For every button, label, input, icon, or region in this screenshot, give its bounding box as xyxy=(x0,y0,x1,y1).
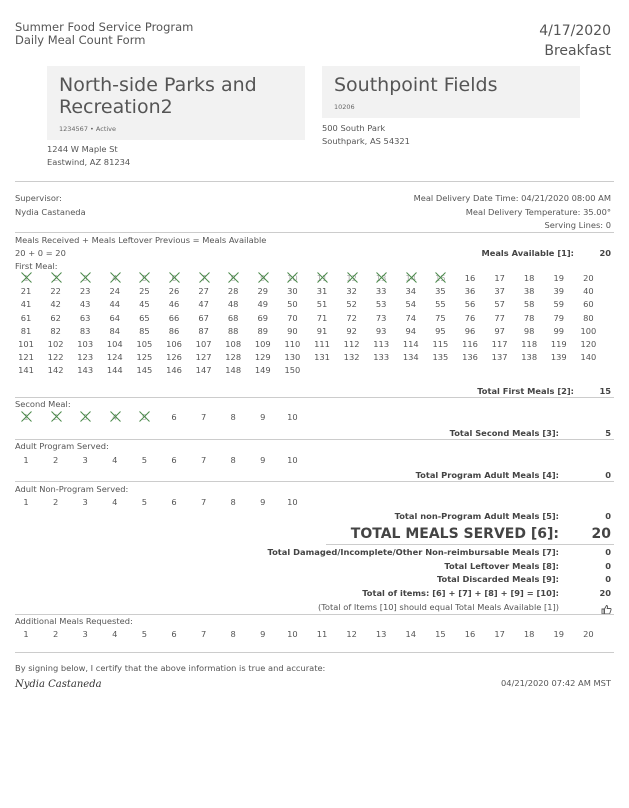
meal-count-cell[interactable]: 120 xyxy=(580,339,597,349)
x-mark-icon xyxy=(397,273,425,287)
meal-count-cell[interactable]: 1 xyxy=(23,497,29,507)
x-mark-icon xyxy=(160,273,188,287)
certify-text: By signing below, I certify that the above information is true and accurate: xyxy=(15,663,326,673)
additional-meals-label: Additional Meals Requested: xyxy=(15,616,133,626)
total-items-value: 20 xyxy=(599,588,611,598)
x-mark-icon xyxy=(71,273,99,287)
divider xyxy=(15,614,614,615)
meal-count-cell[interactable]: 50 xyxy=(287,299,298,310)
meal-count-cell[interactable]: 95 xyxy=(435,325,446,336)
meal-count-cell[interactable]: 117 xyxy=(491,339,508,349)
meal-count-cell[interactable]: 72 xyxy=(346,312,357,323)
meal-count-cell[interactable]: 22 xyxy=(50,286,61,297)
meal-count-cell[interactable]: 7 xyxy=(200,497,207,507)
meal-count-cell[interactable]: 2 xyxy=(52,497,59,507)
meal-count-cell[interactable]: 128 xyxy=(225,352,242,363)
meal-count-cell[interactable]: 135 xyxy=(432,352,449,363)
meal-count-cell[interactable]: 138 xyxy=(521,352,538,363)
total-second-meals-value: 5 xyxy=(605,428,611,438)
meal-count-cell[interactable]: 21 xyxy=(20,286,32,297)
meal-count-cell[interactable]: 86 xyxy=(168,325,180,336)
meal-count-cell[interactable]: 48 xyxy=(227,299,239,310)
meal-count-cell[interactable]: 73 xyxy=(375,312,387,323)
x-mark-icon xyxy=(130,273,158,287)
meal-count-cell[interactable]: 130 xyxy=(284,352,301,363)
meal-count-cell[interactable]: 56 xyxy=(464,299,476,310)
meal-count-cell[interactable]: 7 xyxy=(200,412,207,422)
x-mark-icon xyxy=(308,273,336,287)
meal-count-cell[interactable]: 79 xyxy=(553,312,565,323)
meal-count-cell[interactable]: 8 xyxy=(230,629,236,639)
meal-count-cell[interactable]: 102 xyxy=(47,339,64,349)
meal-count-cell[interactable]: 143 xyxy=(77,365,94,376)
meal-count-cell[interactable]: 9 xyxy=(260,455,266,465)
x-mark-icon xyxy=(249,273,277,287)
meal-count-cell[interactable]: 1 xyxy=(23,629,29,639)
x-mark-icon xyxy=(367,273,395,287)
x-mark-icon xyxy=(338,273,366,287)
meal-count-cell[interactable]: 40 xyxy=(583,286,594,297)
x-mark-icon xyxy=(42,412,70,426)
meal-count-cell[interactable]: 134 xyxy=(402,352,419,363)
x-mark-icon xyxy=(278,273,306,287)
meal-count-cell[interactable]: 30 xyxy=(287,286,298,297)
meal-count-cell[interactable]: 92 xyxy=(346,325,357,336)
meal-count-cell[interactable]: 9 xyxy=(260,412,266,422)
meal-count-cell[interactable]: 29 xyxy=(257,286,269,297)
meal-count-cell[interactable]: 108 xyxy=(225,339,242,349)
sponsor-id-status: 1234567 • Active xyxy=(59,125,117,133)
meal-count-cell[interactable]: 93 xyxy=(375,325,387,336)
meal-count-cell[interactable]: 18 xyxy=(523,273,535,283)
meal-count-cell[interactable]: 96 xyxy=(464,325,476,336)
sponsor-card xyxy=(47,66,305,140)
meal-count-cell[interactable]: 43 xyxy=(79,299,91,310)
meal-count-cell[interactable]: 68 xyxy=(227,312,239,323)
meal-count-cell[interactable]: 4 xyxy=(112,629,118,639)
meal-count-cell[interactable]: 36 xyxy=(464,286,476,297)
meal-count-cell[interactable]: 5 xyxy=(141,273,148,283)
divider xyxy=(15,652,614,653)
meal-count-cell[interactable]: 113 xyxy=(373,339,390,349)
meal-count-cell[interactable]: 139 xyxy=(550,352,567,363)
meal-count-cell[interactable]: 13 xyxy=(375,629,387,639)
meal-count-cell[interactable]: 84 xyxy=(109,325,121,336)
meal-count-cell[interactable]: 59 xyxy=(553,299,565,310)
meal-count-cell[interactable]: 10 xyxy=(287,455,298,465)
meal-count-cell[interactable]: 101 xyxy=(18,339,34,349)
sponsor-name: North-side Parks and Recreation2 xyxy=(59,74,257,118)
form-title: Daily Meal Count Form xyxy=(15,33,146,47)
available-formula-label: Meals Received + Meals Leftover Previous = Meals Available xyxy=(15,235,267,245)
x-mark-icon xyxy=(219,273,247,287)
x-mark-icon xyxy=(101,273,129,287)
x-mark-icon xyxy=(130,412,158,426)
second-meal-grid xyxy=(23,412,621,425)
meal-count-cell[interactable]: 61 xyxy=(20,312,32,323)
meal-count-cell[interactable]: 4 xyxy=(112,412,118,422)
meal-count-cell[interactable]: 65 xyxy=(139,312,150,323)
meal-count-cell[interactable]: 100 xyxy=(580,325,597,336)
meal-count-cell[interactable]: 25 xyxy=(139,286,150,297)
meal-count-cell[interactable]: 131 xyxy=(314,352,330,363)
sponsor-address-line1: 1244 W Maple St xyxy=(47,144,118,154)
meal-count-cell[interactable]: 81 xyxy=(20,325,32,336)
damaged-meals-label: Total Damaged/Incomplete/Other Non-reimbursable Meals [7]: xyxy=(267,547,559,557)
divider xyxy=(15,181,614,182)
meal-count-cell[interactable]: 1 xyxy=(23,455,29,465)
meal-count-cell[interactable]: 52 xyxy=(346,299,357,310)
meal-count-cell[interactable]: 121 xyxy=(18,352,34,363)
meal-count-cell[interactable]: 47 xyxy=(198,299,209,310)
meal-count-cell[interactable]: 5 xyxy=(141,629,148,639)
meal-count-cell[interactable]: 5 xyxy=(141,412,148,422)
meal-count-cell[interactable]: 125 xyxy=(136,352,153,363)
meal-count-cell[interactable]: 2 xyxy=(52,629,59,639)
meal-count-cell[interactable]: 9 xyxy=(260,273,266,283)
meal-count-cell[interactable]: 3 xyxy=(82,273,88,283)
site-name: Southpoint Fields xyxy=(334,74,498,96)
meal-count-cell[interactable]: 12 xyxy=(346,629,357,639)
meal-count-cell[interactable]: 49 xyxy=(257,299,269,310)
meals-available-label: Meals Available [1]: xyxy=(481,248,574,258)
meal-count-cell[interactable]: 140 xyxy=(580,352,597,363)
meal-count-cell[interactable]: 9 xyxy=(260,629,266,639)
additional-meals-grid xyxy=(23,629,621,642)
supervisor-name: Nydia Castaneda xyxy=(15,207,86,217)
meal-count-cell[interactable]: 105 xyxy=(136,339,153,349)
meal-count-cell[interactable]: 55 xyxy=(435,299,446,310)
delivery-temperature: Meal Delivery Temperature: 35.00° xyxy=(465,207,611,217)
adult-program-grid xyxy=(23,455,621,468)
meal-count-cell[interactable]: 60 xyxy=(583,299,594,310)
meal-count-cell[interactable]: 44 xyxy=(109,299,121,310)
total-meals-served-value: 20 xyxy=(591,526,611,542)
meal-count-cell[interactable]: 88 xyxy=(227,325,239,336)
thumbs-up-icon xyxy=(601,600,612,611)
first-meal-label: First Meal: xyxy=(15,261,58,271)
meal-count-cell[interactable]: 142 xyxy=(47,365,64,376)
meal-count-cell[interactable]: 149 xyxy=(254,365,271,376)
meal-count-cell[interactable]: 8 xyxy=(230,412,236,422)
meal-count-cell[interactable]: 99 xyxy=(553,325,565,336)
divider xyxy=(326,544,614,545)
meal-count-cell[interactable]: 10 xyxy=(287,273,298,283)
meal-count-cell[interactable]: 17 xyxy=(494,273,505,283)
meal-count-cell[interactable]: 97 xyxy=(494,325,505,336)
available-formula-value: 20 + 0 = 20 xyxy=(15,248,66,258)
meal-count-cell[interactable]: 119 xyxy=(550,339,567,349)
meal-count-cell[interactable]: 24 xyxy=(109,286,121,297)
meal-count-cell[interactable]: 14 xyxy=(405,273,417,283)
meal-count-cell[interactable]: 80 xyxy=(583,312,594,323)
meal-count-cell[interactable]: 20 xyxy=(583,273,594,283)
total-items-note: (Total of Items [10] should equal Total Meals Available [1]) xyxy=(318,602,559,612)
meal-count-cell[interactable]: 118 xyxy=(521,339,538,349)
meal-count-cell[interactable]: 70 xyxy=(287,312,298,323)
meal-count-cell[interactable]: 107 xyxy=(195,339,212,349)
total-nonprogram-adult-label: Total non-Program Adult Meals [5]: xyxy=(394,511,559,521)
total-first-meals-value: 15 xyxy=(599,386,611,396)
form-date: 4/17/2020 xyxy=(539,23,611,39)
meal-count-cell[interactable]: 5 xyxy=(141,497,148,507)
meal-count-cell[interactable]: 116 xyxy=(462,339,478,349)
total-nonprogram-adult-value: 0 xyxy=(605,511,611,521)
site-address-line2: Southpark, AS 54321 xyxy=(322,136,410,146)
meal-count-cell[interactable]: 10 xyxy=(287,412,298,422)
meal-count-cell[interactable]: 12 xyxy=(346,273,357,283)
meal-count-cell[interactable]: 6 xyxy=(171,497,177,507)
meal-count-cell[interactable]: 15 xyxy=(435,629,446,639)
meal-count-cell[interactable]: 124 xyxy=(106,352,123,363)
meal-count-cell[interactable]: 17 xyxy=(494,629,505,639)
meal-count-cell[interactable]: 109 xyxy=(254,339,271,349)
meal-count-cell[interactable]: 110 xyxy=(284,339,301,349)
meal-count-cell[interactable]: 27 xyxy=(198,286,209,297)
meal-count-cell[interactable]: 146 xyxy=(166,365,182,376)
meal-count-cell[interactable]: 10 xyxy=(287,629,298,639)
meal-count-cell[interactable]: 5 xyxy=(141,455,148,465)
meal-count-cell[interactable]: 3 xyxy=(82,629,88,639)
meal-count-cell[interactable]: 63 xyxy=(79,312,91,323)
meal-count-cell[interactable]: 3 xyxy=(82,497,88,507)
meal-count-cell[interactable]: 126 xyxy=(166,352,182,363)
meal-count-cell[interactable]: 123 xyxy=(77,352,94,363)
meal-count-cell[interactable]: 20 xyxy=(583,629,594,639)
meal-count-cell[interactable]: 7 xyxy=(200,629,207,639)
x-mark-icon xyxy=(71,412,99,426)
x-mark-icon xyxy=(42,273,70,287)
delivery-datetime: Meal Delivery Date Time: 04/21/2020 08:00 AM xyxy=(413,193,611,203)
meal-count-cell[interactable]: 115 xyxy=(432,339,449,349)
meal-count-cell[interactable]: 3 xyxy=(82,412,88,422)
total-program-adult-label: Total Program Adult Meals [4]: xyxy=(415,470,559,480)
total-second-meals-label: Total Second Meals [3]: xyxy=(449,428,559,438)
meal-count-cell[interactable]: 46 xyxy=(168,299,180,310)
meal-count-cell[interactable]: 94 xyxy=(405,325,417,336)
meals-available-value: 20 xyxy=(599,248,611,258)
meal-count-cell[interactable]: 42 xyxy=(50,299,61,310)
meal-count-cell[interactable]: 31 xyxy=(316,286,328,297)
x-mark-icon xyxy=(12,273,40,287)
x-mark-icon xyxy=(426,273,454,287)
site-address-line1: 500 South Park xyxy=(322,123,386,133)
meal-count-cell[interactable]: 28 xyxy=(227,286,239,297)
meal-count-cell[interactable]: 3 xyxy=(82,455,88,465)
meal-count-cell[interactable]: 4 xyxy=(112,455,118,465)
meal-count-cell[interactable]: 6 xyxy=(171,412,177,422)
meal-count-cell[interactable]: 129 xyxy=(254,352,271,363)
divider xyxy=(15,232,614,233)
meal-count-cell[interactable]: 67 xyxy=(198,312,209,323)
first-meal-grid xyxy=(18,273,621,379)
meal-count-cell[interactable]: 1 xyxy=(23,273,29,283)
meal-count-cell[interactable]: 82 xyxy=(50,325,61,336)
meal-count-cell[interactable]: 57 xyxy=(494,299,505,310)
meal-count-cell[interactable]: 78 xyxy=(523,312,535,323)
meal-count-cell[interactable]: 2 xyxy=(52,273,59,283)
meal-count-cell[interactable]: 144 xyxy=(106,365,123,376)
meal-count-cell[interactable]: 16 xyxy=(464,629,476,639)
meal-count-cell[interactable]: 91 xyxy=(316,325,328,336)
meal-count-cell[interactable]: 45 xyxy=(139,299,150,310)
meal-count-cell[interactable]: 6 xyxy=(171,629,177,639)
meal-count-cell[interactable]: 136 xyxy=(462,352,478,363)
meal-count-cell[interactable]: 98 xyxy=(523,325,535,336)
meal-count-cell[interactable]: 11 xyxy=(316,629,328,639)
meal-count-cell[interactable]: 89 xyxy=(257,325,269,336)
x-mark-icon xyxy=(190,273,218,287)
total-first-meals-label: Total First Meals [2]: xyxy=(477,386,574,396)
leftover-meals-value: 0 xyxy=(605,561,611,571)
meal-count-cell[interactable]: 18 xyxy=(523,629,535,639)
meal-count-cell[interactable]: 147 xyxy=(195,365,212,376)
supervisor-label: Supervisor: xyxy=(15,193,62,203)
meal-count-cell[interactable]: 75 xyxy=(435,312,446,323)
meal-count-cell[interactable]: 10 xyxy=(287,497,298,507)
meal-count-cell[interactable]: 7 xyxy=(200,273,207,283)
meal-count-cell[interactable]: 8 xyxy=(230,273,236,283)
site-id: 10206 xyxy=(334,103,355,111)
signature: Nydia Castaneda xyxy=(15,679,102,690)
meal-count-cell[interactable]: 1 xyxy=(23,412,29,422)
meal-count-cell[interactable]: 111 xyxy=(314,339,330,349)
meal-count-cell[interactable]: 26 xyxy=(168,286,180,297)
meal-count-cell[interactable]: 141 xyxy=(18,365,34,376)
meal-count-cell[interactable]: 51 xyxy=(316,299,328,310)
second-meal-label: Second Meal: xyxy=(15,399,71,409)
divider xyxy=(15,439,614,440)
damaged-meals-value: 0 xyxy=(605,547,611,557)
meal-count-cell[interactable]: 83 xyxy=(79,325,91,336)
meal-count-cell[interactable]: 34 xyxy=(405,286,417,297)
meal-count-cell[interactable]: 32 xyxy=(346,286,357,297)
meal-count-cell[interactable]: 104 xyxy=(106,339,123,349)
meal-count-cell[interactable]: 58 xyxy=(523,299,535,310)
meal-count-cell[interactable]: 133 xyxy=(373,352,390,363)
meal-count-cell[interactable]: 150 xyxy=(284,365,301,376)
meal-count-cell[interactable]: 53 xyxy=(375,299,387,310)
meal-count-cell[interactable]: 2 xyxy=(52,412,59,422)
meal-count-cell[interactable]: 87 xyxy=(198,325,209,336)
meal-count-cell[interactable]: 33 xyxy=(375,286,387,297)
meal-count-cell[interactable]: 145 xyxy=(136,365,153,376)
sponsor-address-line2: Eastwind, AZ 81234 xyxy=(47,157,131,167)
leftover-meals-label: Total Leftover Meals [8]: xyxy=(444,561,559,571)
meal-count-cell[interactable]: 64 xyxy=(109,312,121,323)
meal-count-cell[interactable]: 132 xyxy=(343,352,360,363)
meal-type: Breakfast xyxy=(544,43,611,59)
meal-count-cell[interactable]: 8 xyxy=(230,455,236,465)
adult-nonprogram-label: Adult Non-Program Served: xyxy=(15,484,129,494)
discarded-meals-label: Total Discarded Meals [9]: xyxy=(436,574,559,584)
discarded-meals-value: 0 xyxy=(605,574,611,584)
serving-lines: Serving Lines: 0 xyxy=(544,220,611,230)
meal-count-cell[interactable]: 77 xyxy=(494,312,505,323)
meal-count-cell[interactable]: 13 xyxy=(375,273,387,283)
meal-count-cell[interactable]: 62 xyxy=(50,312,61,323)
meal-count-cell[interactable]: 6 xyxy=(171,273,177,283)
meal-count-cell[interactable]: 137 xyxy=(491,352,508,363)
meal-count-cell[interactable]: 74 xyxy=(405,312,417,323)
meal-count-cell[interactable]: 6 xyxy=(171,455,177,465)
meal-count-cell[interactable]: 122 xyxy=(47,352,64,363)
total-items-label: Total of items: [6] + [7] + [8] + [9] = [10]: xyxy=(362,588,559,598)
meal-count-cell[interactable]: 85 xyxy=(139,325,150,336)
meal-count-cell[interactable]: 38 xyxy=(523,286,535,297)
meal-count-cell[interactable]: 8 xyxy=(230,497,236,507)
meal-count-cell[interactable]: 4 xyxy=(112,273,118,283)
meal-count-cell[interactable]: 114 xyxy=(402,339,419,349)
adult-nonprogram-grid xyxy=(23,497,621,510)
total-meals-served-label: TOTAL MEALS SERVED [6]: xyxy=(350,526,559,542)
meal-count-cell[interactable]: 35 xyxy=(435,286,446,297)
divider xyxy=(15,481,614,482)
meal-count-cell[interactable]: 90 xyxy=(287,325,298,336)
meal-count-cell[interactable]: 2 xyxy=(52,455,59,465)
meal-count-cell[interactable]: 14 xyxy=(405,629,417,639)
meal-count-cell[interactable]: 54 xyxy=(405,299,417,310)
meal-count-cell[interactable]: 148 xyxy=(225,365,242,376)
meal-count-cell[interactable]: 39 xyxy=(553,286,565,297)
site-card xyxy=(322,66,580,118)
meal-count-cell[interactable]: 37 xyxy=(494,286,505,297)
x-mark-icon xyxy=(12,412,40,426)
meal-count-cell[interactable]: 69 xyxy=(257,312,269,323)
meal-count-cell[interactable]: 66 xyxy=(168,312,180,323)
adult-program-label: Adult Program Served: xyxy=(15,441,109,451)
meal-count-cell[interactable]: 106 xyxy=(166,339,182,349)
meal-count-cell[interactable]: 71 xyxy=(316,312,328,323)
meal-count-cell[interactable]: 23 xyxy=(79,286,91,297)
meal-count-cell[interactable]: 4 xyxy=(112,497,118,507)
divider xyxy=(15,397,614,398)
signature-timestamp: 04/21/2020 07:42 AM MST xyxy=(501,678,611,688)
total-program-adult-value: 0 xyxy=(605,470,611,480)
meal-count-cell[interactable]: 127 xyxy=(195,352,212,363)
meal-count-cell[interactable]: 103 xyxy=(77,339,94,349)
meal-count-cell[interactable]: 19 xyxy=(553,629,565,639)
meal-count-cell[interactable]: 19 xyxy=(553,273,565,283)
meal-count-cell[interactable]: 9 xyxy=(260,497,266,507)
meal-count-cell[interactable]: 112 xyxy=(343,339,360,349)
meal-count-cell[interactable]: 11 xyxy=(316,273,328,283)
program-title: Summer Food Service Program xyxy=(15,20,194,34)
meal-count-cell[interactable]: 15 xyxy=(435,273,446,283)
meal-count-cell[interactable]: 16 xyxy=(464,273,476,283)
x-mark-icon xyxy=(101,412,129,426)
meal-count-cell[interactable]: 76 xyxy=(464,312,476,323)
meal-count-cell[interactable]: 41 xyxy=(20,299,32,310)
meal-count-cell[interactable]: 7 xyxy=(200,455,207,465)
